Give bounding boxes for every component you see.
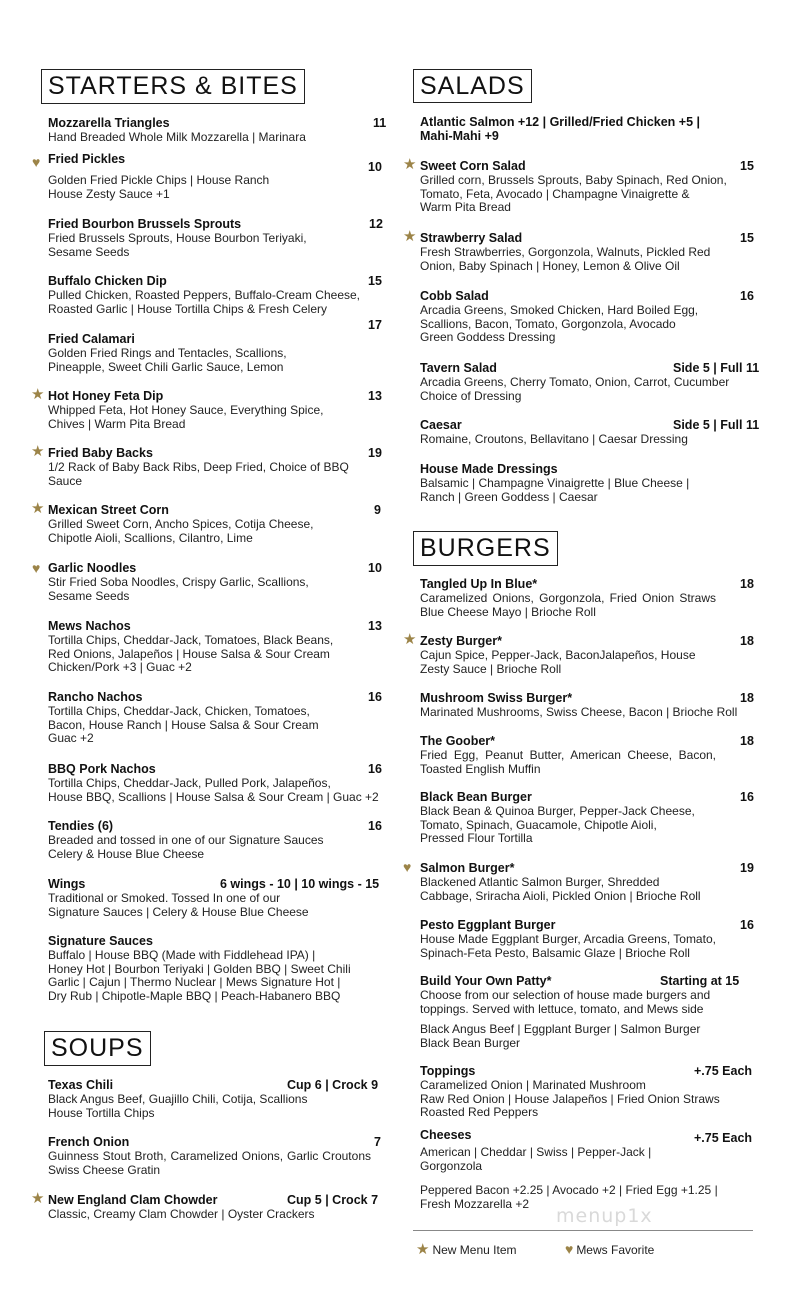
item-desc: Black Bean & Quinoa Burger, Pepper-Jack Cheese, Tomato, Spinach, Guacamole, Chipotle Aioli, Pressed Flour Tortilla [420,804,695,845]
item-desc: Grilled Sweet Corn, Ancho Spices, Cotija Cheese, Chipotle Aioli, Scallions, Cilantro, Lime [48,517,314,545]
item-desc: Arcadia Greens, Cherry Tomato, Onion, Carrot, Cucumber Choice of Dressing [420,375,730,403]
item-price: 13 [368,389,382,403]
burger-extras: Peppered Bacon +2.25 | Avocado +2 | Fried Egg +1.25 | Fresh Mozzarella +2 [420,1183,718,1211]
item-name: Caesar [420,418,462,432]
item-price: 19 [740,861,754,875]
item-desc: American | Cheddar | Swiss | Pepper-Jack | Gorgonzola [420,1145,652,1173]
item-desc: Hand Breaded Whole Milk Mozzarella | Marinara [48,130,306,144]
star-icon: ★ [416,1241,430,1258]
watermark: menup1x [556,1205,653,1227]
menu-item-garlic-noodles [48,561,378,603]
legend-new-item [416,1242,516,1257]
item-name: Mexican Street Corn [48,503,169,517]
item-price: 10 [368,160,382,174]
menu-item-signature-sauces [48,934,383,1003]
item-desc: Caramelized Onion | Marinated Mushroom Raw Red Onion | House Jalapeños | Fried Onion Straws Roasted Red Peppers [420,1078,720,1119]
item-name: Wings [48,877,86,891]
item-desc: Caramelized Onions, Gorgonzola, Fried Onion Straws Blue Cheese Mayo | Brioche Roll [420,591,716,619]
item-desc: Arcadia Greens, Smoked Chicken, Hard Boiled Egg, Scallions, Bacon, Tomato, Gorgonzola, Avocado Green Goddess Dressing [420,303,699,344]
item-name: Black Bean Burger [420,790,532,804]
item-name: Zesty Burger* [420,634,502,648]
menu-item-brussels-sprouts [48,217,378,259]
item-price: Side 5 | Full 11 [673,418,760,432]
heart-icon: ♥ [403,859,412,875]
item-price: +.75 Each [694,1064,753,1078]
item-price: 16 [368,819,382,833]
item-desc: Fresh Strawberries, Gorgonzola, Walnuts, Pickled Red Onion, Baby Spinach | Honey, Lemon & Olive Oil [420,245,711,273]
item-price: 6 wings - 10 | 10 wings - 15 [220,877,380,891]
item-desc: Marinated Mushrooms, Swiss Cheese, Bacon | Brioche Roll [420,705,738,719]
item-desc: Romaine, Croutons, Bellavitano | Caesar Dressing [420,432,688,446]
item-name: Tendies (6) [48,819,114,833]
item-price: 18 [740,734,754,748]
item-desc: Tortilla Chips, Cheddar-Jack, Chicken, Tomatoes, Bacon, House Ranch | House Salsa & Sour Cream Guac +2 [48,704,319,745]
heart-icon: ♥ [32,154,41,170]
item-desc: Fried Egg, Peanut Butter, American Cheese, Bacon, Toasted English Muffin [420,748,716,776]
item-desc: Choose from our selection of house made burgers and toppings. Served with lettuce, tomato, and Mews side [420,988,711,1016]
item-name: Tavern Salad [420,361,497,375]
item-price: 16 [368,762,382,776]
item-price: 16 [368,690,382,704]
item-price: 16 [740,918,754,932]
item-price: 16 [740,790,754,804]
item-name: Buffalo Chicken Dip [48,274,167,288]
item-name: Fried Baby Backs [48,446,153,460]
menu-item-zesty-burger [420,634,750,676]
item-name: Tangled Up In Blue* [420,577,538,591]
item-desc: Balsamic | Champagne Vinaigrette | Blue Cheese | Ranch | Green Goddess | Caesar [420,476,690,504]
item-price: 11 [373,116,387,130]
item-price: 15 [740,159,754,173]
item-price: 9 [374,503,381,517]
item-desc: Black Angus Beef, Guajillo Chili, Cotija, Scallions House Tortilla Chips [48,1092,308,1120]
item-name: Salmon Burger* [420,861,515,875]
item-price: 7 [374,1135,381,1149]
item-name: Toppings [420,1064,476,1078]
item-desc: House Made Eggplant Burger, Arcadia Greens, Tomato, Spinach-Feta Pesto, Balsamic Glaze | Brioche Roll [420,932,716,960]
item-desc: Stir Fried Soba Noodles, Crispy Garlic, Scallions, Sesame Seeds [48,575,309,603]
item-name: Texas Chili [48,1078,114,1092]
heart-icon: ♥ [565,1241,574,1257]
item-desc: Blackened Atlantic Salmon Burger, Shredded Cabbage, Sriracha Aioli, Pickled Onion | Brioche Roll [420,875,701,903]
heart-icon: ♥ [32,560,41,576]
menu-item-fried-calamari [48,332,378,374]
item-name: Cobb Salad [420,289,489,303]
item-price: 19 [368,446,382,460]
menu-item-mexican-street-corn [48,503,378,545]
item-desc: Traditional or Smoked. Tossed In one of our Signature Sauces | Celery & House Blue Cheese [48,891,309,919]
item-name: Pesto Eggplant Burger [420,918,556,932]
star-icon: ★ [31,386,45,403]
item-name: Mushroom Swiss Burger* [420,691,573,705]
item-price: +.75 Each [694,1131,753,1145]
menu-item-buffalo-chicken-dip [48,274,360,316]
item-price: 18 [740,691,754,705]
starters-heading: STARTERS & BITES [41,69,305,104]
salads-heading: SALADS [413,69,532,103]
item-price: 17 [368,318,382,332]
star-icon: ★ [403,156,417,173]
item-name: Fried Bourbon Brussels Sprouts [48,217,242,231]
star-icon: ★ [403,631,417,648]
item-name: Sweet Corn Salad [420,159,526,173]
item-price: 15 [740,231,754,245]
menu-item-fried-baby-backs [48,446,378,488]
menu-item-french-onion [48,1135,371,1177]
menu-item-bbq-pork-nachos [48,762,393,804]
item-desc: Tortilla Chips, Cheddar-Jack, Tomatoes, Black Beans, Red Onions, Jalapeños | House Salsa & Sour Cream Chicken/Pork +3 | Guac +2 [48,633,334,674]
item-price: 18 [740,634,754,648]
item-desc: Fried Brussels Sprouts, House Bourbon Teriyaki, Sesame Seeds [48,231,307,259]
item-price: Side 5 | Full 11 [673,361,760,375]
item-price: 12 [369,217,383,231]
item-name: Cheeses [420,1128,472,1142]
legend-favorite-label: Mews Favorite [576,1243,655,1257]
menu-item-cobb-salad [420,289,750,345]
salad-addons-text: Atlantic Salmon +12 | Grilled/Fried Chicken +5 | Mahi-Mahi +9 [420,115,700,143]
item-price: 15 [368,274,382,288]
menu-item-pesto-eggplant-burger [420,918,765,960]
item-name: Fried Pickles [48,152,126,166]
item-name: Mews Nachos [48,619,131,633]
menu-item-mews-nachos [48,619,378,675]
star-icon: ★ [31,443,45,460]
menu-item-house-dressings [420,462,750,504]
item-desc: Whipped Feta, Hot Honey Sauce, Everything Spice, Chives | Warm Pita Bread [48,403,324,431]
patty-options: Black Angus Beef | Eggplant Burger | Salmon Burger Black Bean Burger [420,1022,701,1050]
legend-favorite [565,1242,654,1257]
item-desc: Guinness Stout Broth, Caramelized Onions, Garlic Croutons Swiss Cheese Gratin [48,1149,371,1177]
menu-item-tangled-up-in-blue [420,577,716,619]
menu-item-black-bean-burger [420,790,750,846]
item-desc: Cajun Spice, Pepper-Jack, BaconJalapeños, House Zesty Sauce | Brioche Roll [420,648,696,676]
menu-item-salmon-burger [420,861,750,903]
item-name: Mozzarella Triangles [48,116,170,130]
item-name: Garlic Noodles [48,561,137,575]
item-name: French Onion [48,1135,130,1149]
item-desc: Tortilla Chips, Cheddar-Jack, Pulled Pork, Jalapeños, House BBQ, Scallions | House Salsa & Sour Cream | Guac +2 [48,776,379,804]
menu-item-fried-pickles [48,152,378,201]
item-name: House Made Dressings [420,462,558,476]
item-desc: Breaded and tossed in one of our Signature Sauces Celery & House Blue Cheese [48,833,324,861]
menu-item-strawberry-salad [420,231,750,273]
menu-item-mushroom-swiss-burger [420,691,760,720]
soups-heading: SOUPS [44,1031,151,1066]
item-name: Strawberry Salad [420,231,523,245]
item-name: Signature Sauces [48,934,153,948]
item-name: Build Your Own Patty* [420,974,552,988]
star-icon: ★ [403,228,417,245]
item-price: 13 [368,619,382,633]
item-desc: Classic, Creamy Clam Chowder | Oyster Crackers [48,1207,315,1221]
salad-addons [420,115,750,143]
burgers-heading: BURGERS [413,531,558,566]
item-price: 16 [740,289,754,303]
item-price: Cup 6 | Crock 9 [287,1078,379,1092]
item-desc: Pulled Chicken, Roasted Peppers, Buffalo-Cream Cheese, Roasted Garlic | House Tortilla Chips & Fresh Celery [48,288,360,316]
menu-item-rancho-nachos [48,690,378,746]
item-name: The Goober* [420,734,496,748]
item-desc: Grilled corn, Brussels Sprouts, Baby Spinach, Red Onion, Tomato, Feta, Avocado | Champagne Vinaigrette & Warm Pita Bread [420,173,727,214]
menu-item-tendies [48,819,378,861]
menu-item-hot-honey-feta-dip [48,389,378,431]
footer-divider [413,1230,753,1231]
legend-new-label: New Menu Item [432,1243,517,1257]
item-name: BBQ Pork Nachos [48,762,156,776]
item-price: 10 [368,561,382,575]
item-name: Hot Honey Feta Dip [48,389,164,403]
item-desc: Golden Fried Rings and Tentacles, Scallions, Pineapple, Sweet Chili Garlic Sauce, Lemon [48,346,287,374]
item-desc: Golden Fried Pickle Chips | House Ranch House Zesty Sauce +1 [48,173,270,201]
item-price: Starting at 15 [660,974,740,988]
menu-item-sweet-corn-salad [420,159,765,215]
item-price: 18 [740,577,754,591]
item-desc: 1/2 Rack of Baby Back Ribs, Deep Fried, Choice of BBQ Sauce [48,460,349,488]
item-name: Rancho Nachos [48,690,143,704]
star-icon: ★ [31,1190,45,1207]
item-name: New England Clam Chowder [48,1193,218,1207]
item-price: Cup 5 | Crock 7 [287,1193,379,1207]
menu-item-mozzarella-triangles [48,116,378,145]
item-desc: Buffalo | House BBQ (Made with Fiddlehead IPA) | Honey Hot | Bourbon Teriyaki | Golden BBQ | Sweet Chili Garlic | Cajun | Thermo Nuclear | Mews Signature Hot | Dry Rub | Chipotle-Maple BBQ | Peach-Habanero BBQ [48,948,351,1003]
star-icon: ★ [31,500,45,517]
item-name: Fried Calamari [48,332,135,346]
menu-item-the-goober [420,734,716,776]
